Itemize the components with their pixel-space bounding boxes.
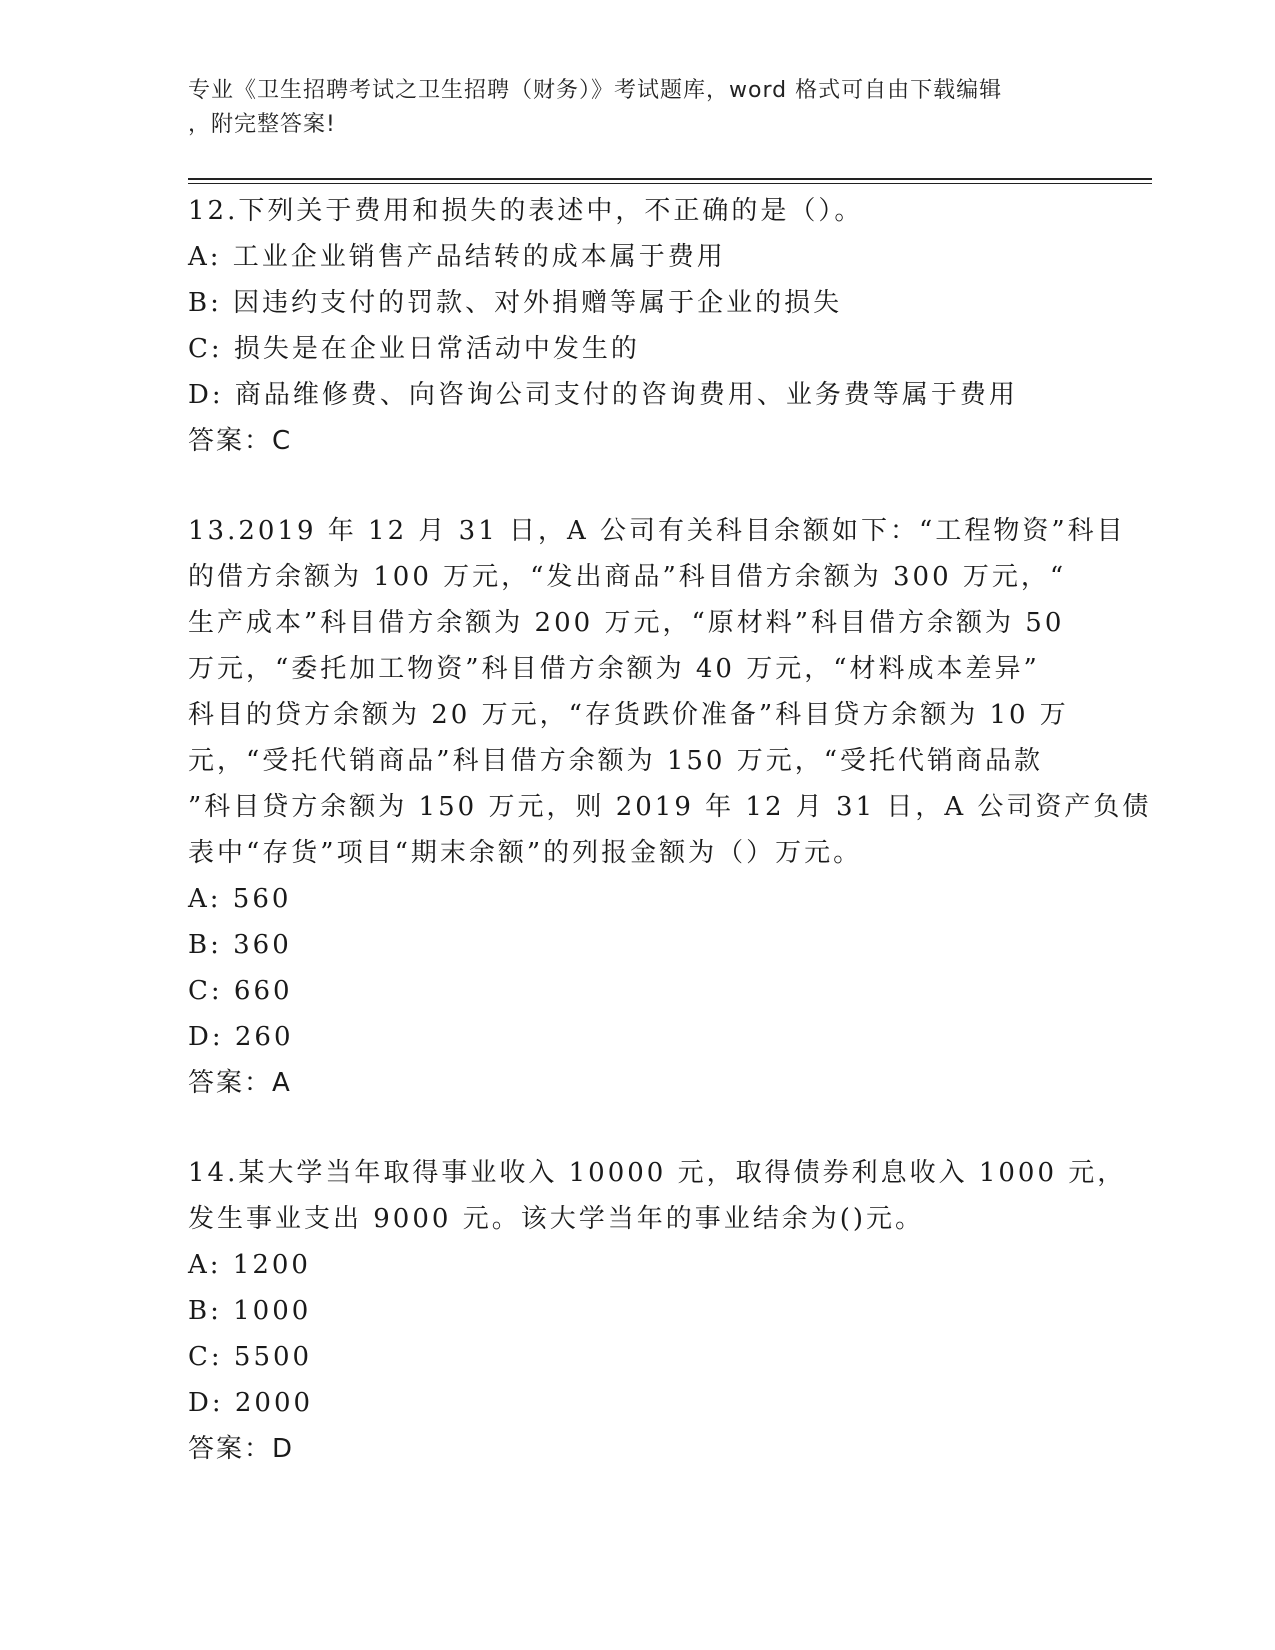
option-a: A: 工业企业销售产品结转的成本属于费用 [188,242,726,272]
stem-line: 14.某大学当年取得事业收入 10000 元，取得债券利息收入 1000 元， [188,1158,1127,1188]
question-12 [188,188,1068,464]
question-list [188,188,1152,1472]
option-d: D: 260 [188,1022,294,1052]
stem-line: 元，“受托代销商品”科目借方余额为 150 万元，“受托代销商品款 [188,746,1044,776]
header-line-2: ，附完整答案! [188,112,336,137]
stem-line: 科目的贷方余额为 20 万元，“存货跌价准备”科目贷方余额为 10 万 [188,700,1069,730]
stem-line: 表中“存货”项目“期末余额”的列报金额为（）万元。 [188,838,863,868]
header-line-1: 专业《卫生招聘考试之卫生招聘（财务）》考试题库，word 格式可自由下载编辑 [188,78,1003,103]
option-c: C: 660 [188,976,293,1006]
stem-line: 生产成本”科目借方余额为 200 万元，“原材料”科目借方余额为 50 [188,608,1065,638]
question-stem [188,188,1068,234]
question-stem [188,508,1152,876]
option-b: B: 1000 [188,1296,312,1326]
document-header [188,74,1068,142]
header-rule-thick [188,178,1152,180]
stem-line: 13.2019 年 12 月 31 日，A 公司有关科目余额如下：“工程物资”科目 [188,516,1126,546]
option-d: D: 商品维修费、向咨询公司支付的咨询费用、业务费等属于费用 [188,380,1018,410]
option-a: A: 560 [188,884,292,914]
stem-line: 发生事业支出 9000 元。该大学当年的事业结余为()元。 [188,1204,924,1234]
answer: 答案：C [188,426,293,456]
option-c: C: 损失是在企业日常活动中发生的 [188,334,640,364]
answer: 答案：D [188,1434,295,1464]
question-spacer [188,1106,1068,1150]
stem-line: ”科目贷方余额为 150 万元，则 2019 年 12 月 31 日，A 公司资产负债 [188,792,1152,822]
option-b: B: 因违约支付的罚款、对外捐赠等属于企业的损失 [188,288,843,318]
option-a: A: 1200 [188,1250,311,1280]
option-d: D: 2000 [188,1388,314,1418]
question-13 [188,508,1152,1106]
answer: 答案：A [188,1068,292,1098]
option-c: C: 5500 [188,1342,313,1372]
stem-line: 的借方余额为 100 万元，“发出商品”科目借方余额为 300 万元，“ [188,562,1067,592]
question-stem [188,1150,1127,1242]
question-14 [188,1150,1127,1472]
stem-line: 12.下列关于费用和损失的表述中，不正确的是（）。 [188,196,864,226]
question-spacer [188,464,1068,508]
option-b: B: 360 [188,930,292,960]
header-rule-thin [188,183,1152,184]
stem-line: 万元，“委托加工物资”科目借方余额为 40 万元，“材料成本差异” [188,654,1040,684]
